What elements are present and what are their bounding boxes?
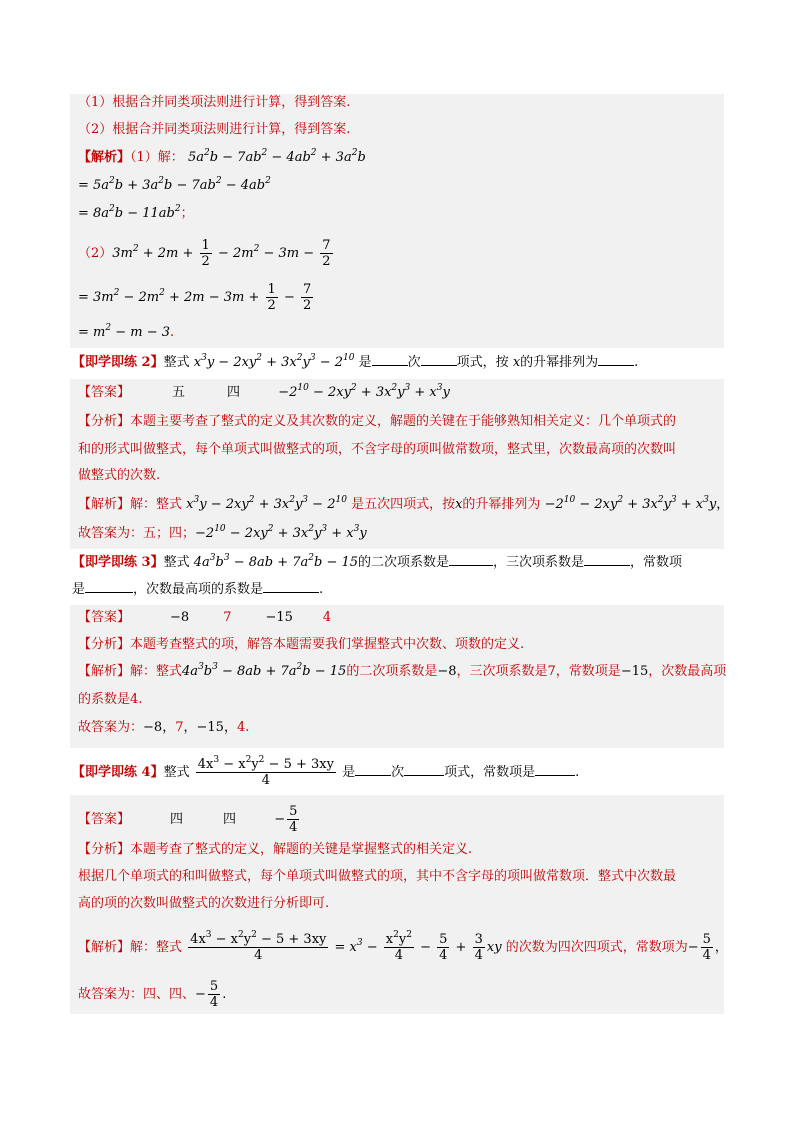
solution-prefix: （1）解：	[130, 150, 184, 165]
answer-tag: 【答案】	[78, 385, 131, 400]
solution-2-line-3: = $m^2 - m - 3$.	[78, 323, 175, 340]
question-2: 【即学即练 2】整式 $x^3y - 2xy^2 + 3x^2y^3 - 2^{10}$ 是 次 项式，按 x的升幂排列为 .	[72, 353, 639, 370]
analysis-4-line-1: 【分析】本题考查了整式的定义，解题的关键是掌握整式的相关定义.	[78, 842, 473, 857]
question-3-tag: 【即学即练 3】	[72, 555, 164, 570]
solution-2-text: 【解析】解：整式 $x^3y - 2xy^2 + 3x^2y^3 - 2^{10}$ 是五次四项式，按x的升幂排列为 $-2^{10} - 2xy^2 + 3x^2y^3 + x^3y$，	[78, 495, 730, 512]
blank-2	[421, 365, 457, 366]
analysis-2-line-1: 【分析】本题主要考查了整式的定义及其次数的定义，解题的关键在于能够熟知相关定义：几个单项式的	[78, 414, 677, 429]
final-answer-3: 故答案为：−8，7，−15，4.	[78, 720, 250, 735]
jiexi-tag: 【解析】	[78, 150, 131, 165]
answer-3: 【答案】 −8 7 −15 4	[78, 610, 332, 625]
solution-1-line-1: 【解析】（1）解： $5a^2b - 7ab^2 - 4ab^2 + 3a^2b$	[78, 148, 366, 165]
question-4: 【即学即练 4】整式 $\frac{4x^3 - x^2y^2 - 5 + 3xy}{4}$ 是 次 项式，常数项是 .	[72, 755, 580, 788]
analysis-3: 【分析】本题考查整式的项，解答本题需要我们掌握整式中次数、项数的定义.	[78, 637, 525, 652]
question-3-line-2: 是 ，次数最高项的系数是 .	[72, 582, 324, 597]
solution-2-line-1: $(2)3m^2 + 2m$ + $\frac{1}{2}$ − $2m^2 - 3m$ − $\frac{7}{2}$	[78, 238, 331, 269]
blank-3	[598, 365, 634, 366]
analysis-4-line-3: 高的项的次数叫做整式的次数进行分析即可.	[78, 896, 330, 911]
solution-2-line-2: = $3m^2 - 2m^2 + 2m - 3m$ + $\frac{1}{2}$ − $\frac{7}{2}$	[78, 282, 312, 313]
question-3-line-1: 【即学即练 3】整式 $4a^3b^3 - 8ab + 7a^2b - 15$的二次项系数是 ，三次项系数是 ，常数项	[72, 553, 683, 570]
question-4-tag: 【即学即练 4】	[72, 765, 164, 780]
solution-3-line-2: 的系数是4.	[78, 692, 143, 707]
blank-1	[372, 365, 408, 366]
question-2-tag: 【即学即练 2】	[72, 355, 164, 370]
analysis-line-2: （2）根据合并同类项法则进行计算，得到答案.	[78, 122, 351, 137]
analysis-line-1: （1）根据合并同类项法则进行计算，得到答案.	[78, 95, 351, 110]
final-answer-4: 故答案为：四、四、− $\frac{5}{4}$ .	[78, 979, 227, 1010]
solution-1-line-2: = $5a^2b + 3a^2b - 7ab^2 - 4ab^2$	[78, 176, 271, 193]
solution-4: 【解析】解：整式 $\frac{4x^3 - x^2y^2 - 5 + 3xy}{4}$ = $x^3$ − $\frac{x^2y^2}{4}$ − $\frac{5}{4}$ + $\frac{3}{4}$ xy 的次数为四次四项式，常数项为− $\frac{5}{4}$ ，	[78, 930, 728, 963]
solution-3-line-1: 【解析】解：整式$4a^3b^3 - 8ab + 7a^2b - 15$的二次项系数是−8，三次项系数是7，常数项是−15，次数最高项	[78, 662, 727, 679]
analysis-4-line-2: 根据几个单项式的和叫做整式，每个单项式叫做整式的项，其中不含字母的项叫做常数项．整式中次数最	[78, 869, 677, 884]
answer-2: 【答案】 五 四 $-2^{10} - 2xy^2 + 3x^2y^3 + x^3y$	[78, 383, 450, 400]
answer-4: 【答案】 四 四 − $\frac{5}{4}$	[78, 804, 298, 835]
analysis-2-line-2: 和的形式叫做整式，每个单项式叫做整式的项，不含字母的项叫做常数项，整式里，次数最高项的次数叫	[78, 442, 677, 457]
solution-1-line-3: = $8a^2b - 11ab^2$；	[78, 204, 194, 221]
analysis-2-line-3: 做整式的次数.	[78, 468, 161, 483]
final-answer-2: 故答案为：五；四；$-2^{10} - 2xy^2 + 3x^2y^3 + x^3y$	[78, 524, 367, 541]
